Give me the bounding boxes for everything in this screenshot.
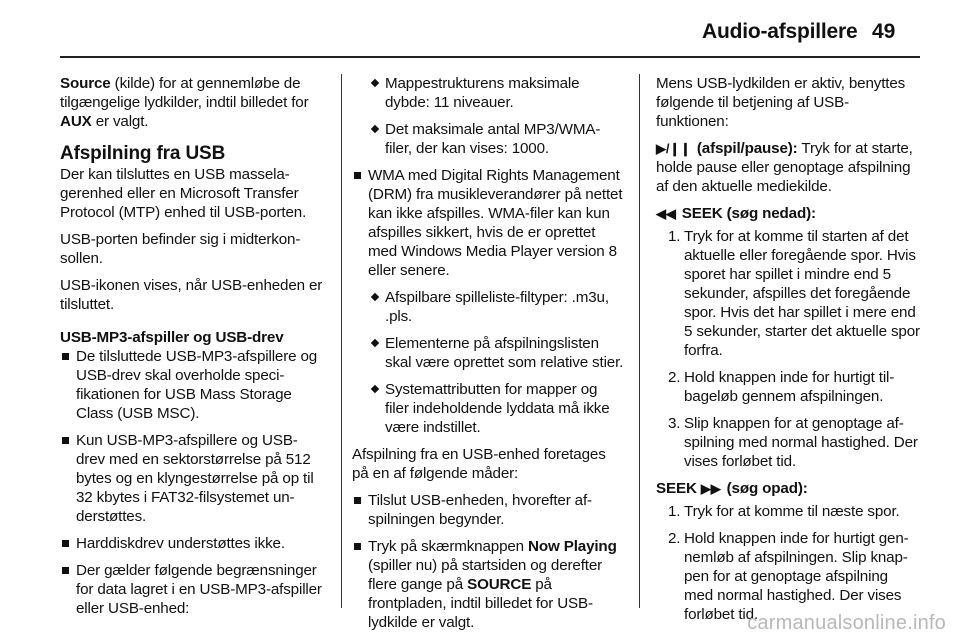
step-text: Slip knappen for at genoptage afspilning med normal hastighed. Der vises forløbet tid.	[684, 415, 918, 470]
page-title: Audio-afspillere	[702, 20, 858, 43]
step-number: 3.	[668, 415, 681, 432]
list-item	[656, 368, 920, 406]
press-text-mid: (spiller nu) på startsiden og derefter flere gange på	[368, 557, 603, 593]
seek-down-steps	[656, 227, 920, 471]
rewind-icon: ◀◀	[656, 206, 676, 221]
seek-up-steps	[656, 502, 920, 624]
press-text: Tryk på skærmknappen	[368, 538, 529, 555]
intro-text: (kilde) for at gennemløbe de tilgængelige lydkilder, indtil billedet for	[60, 75, 309, 111]
list-item: Mappestrukturens maksimale dybde: 11 niveauer.	[370, 74, 624, 112]
list-item: Systemattributten for mapper og filer indeholdende lyddata må ikke være indstillet.	[370, 380, 624, 437]
play-pause-icon: ▶/❙❙	[656, 141, 691, 156]
para-usb-active: Mens USB-lydkilden er aktiv, benyttes følgende til betjening af USB-funktionen:	[656, 75, 906, 130]
list-item: Kun USB-MP3-afspillere og USB-drev med en sektorstørrelse på 512 bytes og en klyngestørrelse på op til 32 kbytes i FAT32-filsystemet understøttes.	[60, 431, 324, 526]
playlist-list	[352, 288, 624, 437]
press-text-end: på frontpladen, indtil billedet for USB-lydkilde er valgt.	[368, 576, 593, 631]
fast-forward-icon: ▶▶	[700, 481, 721, 496]
list-item: Tilslut USB-enheden, hvorefter afspilningen begynder.	[352, 491, 624, 529]
para-usb-port: USB-porten befinder sig i midterkonsollen.	[60, 231, 301, 267]
list-item: Der gælder følgende begrænsninger for data lagret i en USB-MP3-afspiller eller USB-enhed:	[60, 561, 324, 618]
list-item: Harddiskdrev understøttes ikke.	[60, 534, 324, 553]
step-text: Hold knappen inde for hurtigt gennemløb af afspilningen. Slip knappen for at genoptage afspilning med normal hastighed. Der vises forløbet tid.	[684, 530, 909, 623]
seek-down-heading	[656, 204, 920, 223]
list-item	[656, 227, 920, 360]
step-text: Tryk for at komme til starten af det aktuelle eller foregående spor. Hvis sporet har spillet i mindre end 5 sekunder, afspilles det foregående spor. Hvis det har spillet i mere end 5 sekunder, starter det aktuelle spor forfra.	[684, 228, 920, 359]
list-item: De tilsluttede USB-MP3-afspillere og USB-drev skal overholde specifikationen for USB Mass Storage Class (USB MSC).	[60, 347, 324, 423]
list-item	[352, 537, 624, 632]
list-item: Elementerne på afspilningslisten skal være oprettet som relative stier.	[370, 334, 624, 372]
data-limits-list	[352, 74, 624, 158]
playback-ways-list	[352, 491, 624, 632]
subheading-usb-mp3: USB-MP3-afspiller og USB-drev	[60, 329, 284, 346]
list-item: WMA med Digital Rights Management (DRM) fra musikleverandører på nettet kan ikke afspilles. WMA-filer kan kun afspilles sikkert, hvis de er oprettet med Windows Media Player version 8 eller senere.	[352, 166, 624, 280]
column-divider	[341, 74, 342, 608]
header-divider	[60, 56, 920, 58]
aux-label: AUX	[60, 113, 92, 130]
step-text: Tryk for at komme til næste spor.	[684, 503, 900, 520]
source-label: Source	[60, 75, 111, 92]
page-number: 49	[872, 20, 896, 43]
play-pause-entry	[656, 139, 920, 196]
intro-text-end: er valgt.	[91, 113, 149, 130]
play-pause-text: Tryk for at starte, holde pause eller genoptage afspilning af den aktuelle mediekilde.	[656, 140, 913, 195]
now-playing-label: Now Playing	[528, 538, 617, 555]
column-3	[656, 74, 920, 632]
play-pause-label: (afspil/pause):	[696, 140, 798, 157]
step-number: 1.	[668, 228, 681, 245]
list-item: Afspilbare spilleliste-filtyper: .m3u, .pls.	[370, 288, 624, 326]
column-2	[352, 74, 624, 640]
wma-list	[352, 166, 624, 280]
step-number: 2.	[668, 530, 681, 547]
step-number: 1.	[668, 503, 681, 520]
seek-up-label: SEEK	[656, 480, 697, 497]
para-playback-ways: Afspilning fra en USB-enhed foretages på en af følgende måder:	[352, 446, 606, 482]
seek-up-label-suffix: (søg opad):	[726, 480, 808, 497]
watermark: carmanualsonline.info	[747, 612, 946, 634]
list-item: Det maksimale antal MP3/WMA-filer, der kan vises: 1000.	[370, 120, 624, 158]
section-heading-usb: Afspilning fra USB	[60, 143, 226, 164]
list-item	[656, 529, 920, 624]
seek-down-label: SEEK (søg nedad):	[681, 205, 816, 222]
column-1	[60, 74, 324, 626]
seek-up-heading	[656, 479, 920, 498]
para-usb-connect: Der kan tilsluttes en USB masselagerenhed eller en Microsoft Transfer Protocol (MTP) enhed til USB-porten.	[60, 166, 307, 221]
intro-paragraph	[60, 74, 324, 131]
usb-requirements-list	[60, 347, 324, 618]
list-item	[656, 414, 920, 471]
column-divider	[639, 74, 640, 608]
step-text: Hold knappen inde for hurtigt tilbageløb gennem afspilningen.	[684, 369, 895, 405]
step-number: 2.	[668, 369, 681, 386]
list-item	[656, 502, 920, 521]
source-button-label: SOURCE	[467, 576, 532, 593]
para-usb-icon: USB-ikonen vises, når USB-enheden er tilsluttet.	[60, 277, 323, 313]
